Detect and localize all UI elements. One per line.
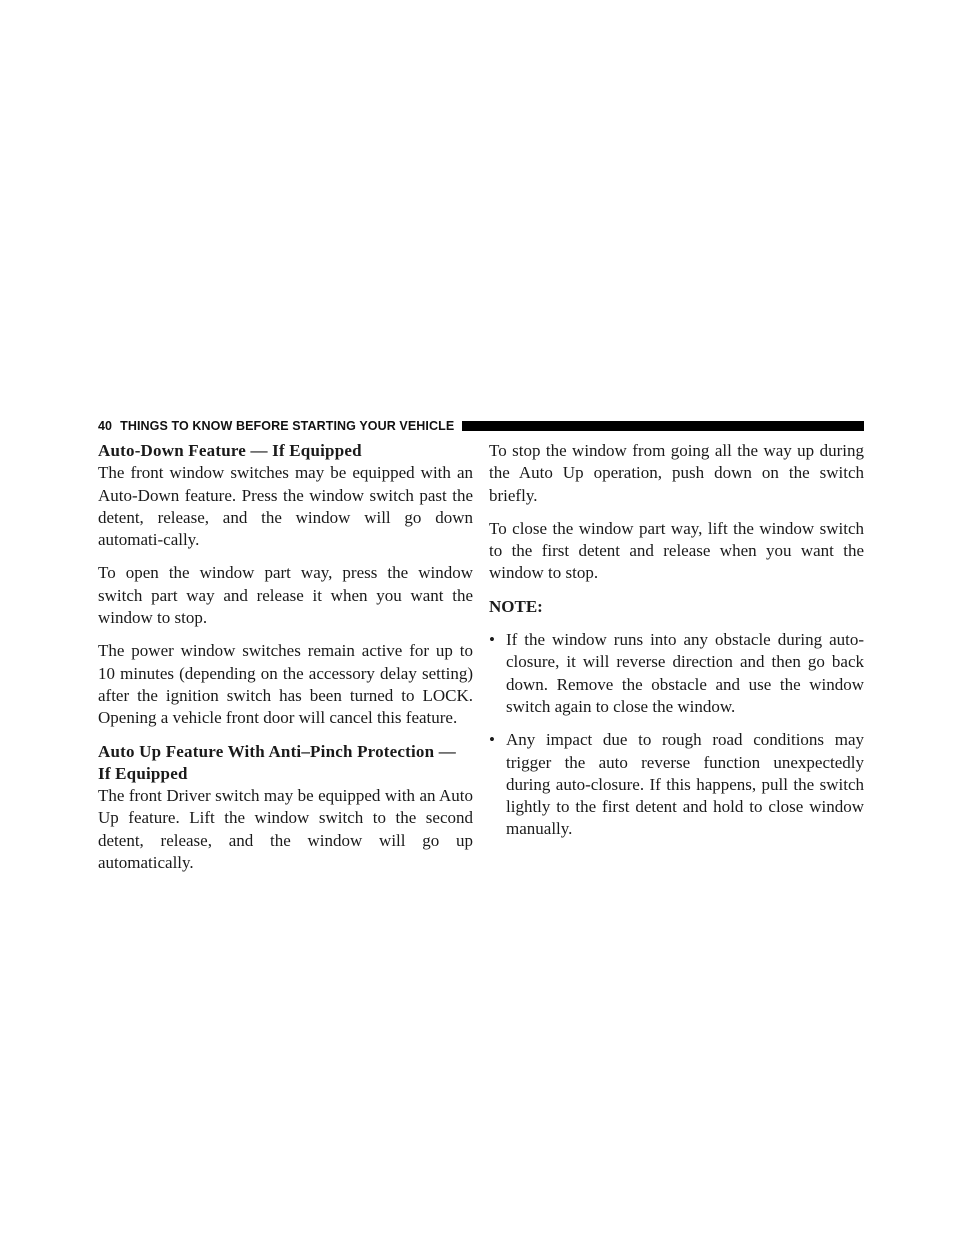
note-bullet-text: Any impact due to rough road conditions may trigger the auto reverse function unexpectedly during auto-closure. If this happens, pull the switch lightly to the first detent and hold to close window manually.: [506, 730, 864, 839]
bullet-icon: •: [489, 630, 495, 650]
note-label: NOTE:: [489, 596, 543, 616]
note-bullet-text: If the window runs into any obstacle during auto-closure, it will reverse direction and then go back down. Remove the obstacle and use the window switch again to close the window.: [506, 630, 864, 716]
part-way-open-paragraph: To open the window part way, press the window switch part way and release it when you want the window to stop.: [98, 563, 473, 628]
auto-down-heading: Auto-Down Feature — If Equipped: [98, 441, 362, 460]
bullet-icon: •: [489, 730, 495, 750]
switch-active-paragraph: The power window switches remain active for up to 10 minutes (depending on the accessory delay setting) after the ignition switch has been turned to LOCK. Opening a vehicle front door will cancel this feature.: [98, 641, 473, 728]
header-rule: [462, 421, 864, 431]
page-number: 40: [98, 419, 113, 433]
section-title: THINGS TO KNOW BEFORE STARTING YOUR VEHICLE: [120, 419, 455, 433]
stop-window-paragraph: To stop the window from going all the way up during the Auto Up operation, push down on the switch briefly.: [489, 441, 864, 505]
auto-up-heading: Auto Up Feature With Anti–Pinch Protection — If Equipped: [98, 741, 456, 783]
note-bullet-item: [489, 729, 864, 840]
note-bullet-list: [489, 629, 864, 841]
auto-down-paragraph: The front window switches may be equipped with an Auto-Down feature. Press the window switch past the detent, release, and the window will go down automati-cally.: [98, 463, 473, 550]
right-column: [489, 440, 864, 852]
part-way-close-paragraph: To close the window part way, lift the window switch to the first detent and release when you want the window to stop.: [489, 518, 864, 583]
page-header: [98, 418, 864, 434]
auto-up-paragraph: The front Driver switch may be equipped with an Auto Up feature. Lift the window switch to the second detent, release, and the window will go up automatically.: [98, 786, 473, 873]
left-column: [98, 440, 473, 885]
note-bullet-item: [489, 629, 864, 718]
